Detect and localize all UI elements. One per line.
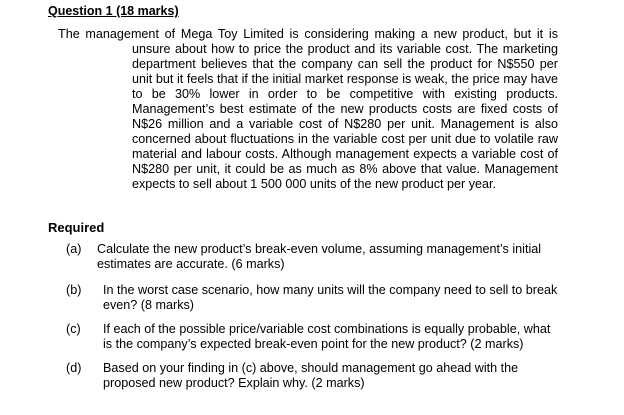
item-line: proposed new product? Explain why. (2 marks) — [103, 376, 365, 390]
item-line: Based on your finding in (c) above, should management go ahead with the — [103, 361, 519, 375]
scenario-line: N$26 million and a variable cost of N$280 per unit. Management is also — [132, 117, 558, 131]
item-line: even? (8 marks) — [103, 298, 194, 312]
scenario-line: Management’s best estimate of the new products costs are fixed costs of — [132, 102, 558, 116]
item-label: (d) — [66, 361, 82, 375]
scenario-line: unit but it feels that if the initial market response is weak, the price may have — [132, 72, 558, 86]
item-line: estimates are accurate. (6 marks) — [97, 257, 285, 271]
scenario-line: department believes that the company can sell the product for N$550 per — [132, 57, 558, 71]
item-label: (c) — [66, 322, 81, 336]
scenario-line: unsure about how to price the product and its variable cost. The marketing — [132, 42, 558, 56]
item-label: (b) — [66, 283, 82, 297]
scenario-line: concerned about fluctuations in the variable cost per unit due to volatile raw — [132, 132, 558, 146]
required-heading: Required — [48, 220, 105, 235]
question-title: Question 1 (18 marks) — [48, 4, 179, 18]
scenario-line: to be 30% lower in order to be competitive with existing products. — [132, 87, 558, 101]
item-line: Calculate the new product’s break-even volume, assuming management’s initial — [97, 242, 542, 256]
item-line: In the worst case scenario, how many units will the company need to sell to break — [103, 283, 558, 297]
scenario-line: The management of Mega Toy Limited is considering making a new product, but it is — [58, 27, 558, 41]
item-line: is the company’s expected break-even point for the new product? (2 marks) — [103, 337, 524, 351]
scenario-line: N$280 per unit, it could be as much as 8% above that value. Management — [132, 162, 558, 176]
item-line: If each of the possible price/variable cost combinations is equally probable, what — [103, 322, 551, 336]
item-label: (a) — [66, 242, 82, 256]
scenario-line: material and labour costs. Although management expects a variable cost of — [132, 147, 558, 161]
scenario-line: expects to sell about 1 500 000 units of the new product per year. — [132, 177, 497, 191]
